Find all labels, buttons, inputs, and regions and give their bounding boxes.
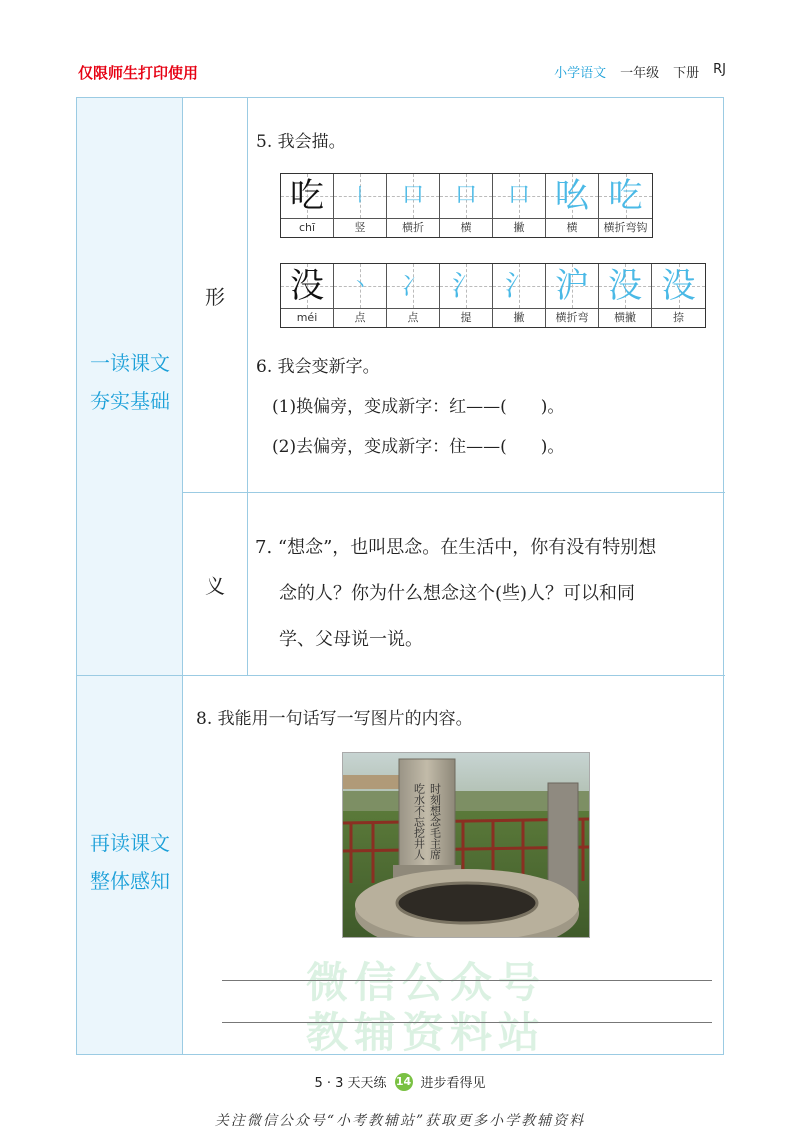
q6-title: 6. 我会变新字。 (256, 357, 380, 377)
answer-line-1[interactable] (222, 980, 712, 981)
stroke-label: 竖 (354, 221, 366, 234)
grid-stroke: 氵 (504, 269, 533, 302)
grid-stroke: 氵 (451, 269, 480, 302)
grid-cell (281, 174, 334, 237)
footer-slogan: 进步看得见 (420, 1076, 486, 1091)
grid-cell[interactable] (493, 264, 546, 327)
stroke-label: 横 (566, 221, 578, 234)
stroke-label: 捺 (673, 311, 684, 324)
well-photo (342, 752, 590, 938)
stroke-grid-chi (280, 173, 653, 238)
volume-label: 下册 (673, 66, 700, 81)
q6-item-2[interactable]: (2)去偏旁，变成新字：住——( )。 (272, 437, 565, 457)
subsection-meaning-label: 义 (205, 574, 225, 598)
bottom-note: 关注微信公众号“小考教辅站”获取更多小学教辅资料 (214, 1113, 586, 1129)
stroke-label: 横折弯 (555, 311, 589, 324)
q7-text (255, 525, 721, 663)
stroke-grid-mei (280, 263, 706, 328)
grid-stroke: 沪 (555, 266, 589, 306)
edition-label: RJ (713, 62, 726, 77)
print-notice: 仅限师生打印使用 (78, 64, 199, 82)
stroke-label: 点 (407, 311, 419, 324)
grid-cell[interactable] (652, 264, 705, 327)
answer-line-2[interactable] (222, 1022, 712, 1023)
section-label-2-line1: 再读课文 (90, 831, 170, 855)
inscription-col1: 吃水不忘挖井人 (412, 783, 426, 860)
q5-title: 5. 我会描。 (256, 132, 346, 152)
stroke-label: 撇 (513, 221, 525, 234)
grid-cell[interactable] (599, 174, 652, 237)
grid-cell[interactable] (440, 264, 493, 327)
grid-cell[interactable] (387, 174, 440, 237)
grid-stroke: 吃 (608, 176, 643, 216)
grid-cell (281, 264, 334, 327)
grid-cell[interactable] (599, 264, 652, 327)
section-column (77, 98, 183, 1054)
grade-label: 一年级 (620, 66, 660, 81)
inscription-col2: 时刻想念毛主席 (428, 783, 442, 860)
grid-cell[interactable] (334, 264, 387, 327)
watermark-line-1: 微信公众号 (306, 958, 547, 1007)
grid-stroke: 丨 (351, 185, 369, 206)
grid-char: 没 (290, 266, 324, 306)
stroke-label: 点 (354, 311, 366, 324)
section-label-1-line1: 一读课文 (90, 351, 170, 375)
q6-item-1[interactable]: (1)换偏旁，变成新字：红——( )。 (272, 397, 565, 417)
grid-cell[interactable] (546, 174, 599, 237)
section-label-1 (77, 344, 183, 420)
section-label-1-line2: 夯实基础 (90, 389, 170, 413)
book-info (554, 62, 726, 81)
stroke-label: 横 (460, 221, 472, 234)
subsection-form-label: 形 (205, 285, 225, 309)
stroke-label: 提 (460, 311, 472, 324)
grid-cell[interactable] (546, 264, 599, 327)
well-photo-illustration (343, 753, 590, 938)
watermark-line-2: 教辅资料站 (306, 1008, 547, 1057)
grid-stroke: 口 (507, 183, 530, 208)
page-number: 14 (395, 1073, 413, 1091)
q7-line-1: 7. “想念”，也叫思念。在生活中，你有没有特别想 (255, 537, 657, 558)
grid-stroke: 吆 (555, 176, 589, 216)
stroke-label: 横折 (402, 221, 424, 234)
grid-stroke: 口 (401, 183, 424, 208)
section-label-2-line2: 整体感知 (90, 869, 170, 893)
page-footer (0, 1072, 800, 1091)
grid-stroke: 冫 (401, 272, 425, 300)
grid-stroke: 口 (454, 183, 477, 208)
q7-line-3: 学、父母说一说。 (279, 629, 423, 650)
grid-cell[interactable] (387, 264, 440, 327)
subsection-divider (247, 98, 248, 675)
footer-series: 5 · 3 天天练 (314, 1076, 387, 1091)
grid-stroke: 没 (661, 266, 696, 306)
section-label-2 (77, 824, 183, 900)
grid-stroke: 没 (608, 266, 642, 306)
q8-title: 8. 我能用一句话写一写图片的内容。 (196, 709, 473, 729)
pinyin-label: chī (298, 221, 316, 234)
grid-cell[interactable] (334, 174, 387, 237)
pinyin-label: méi (296, 311, 318, 324)
grid-cell[interactable] (440, 174, 493, 237)
subject-label: 小学语文 (554, 66, 607, 81)
stroke-label: 横折弯钩 (603, 221, 648, 234)
q7-line-2: 念的人？你为什么想念这个(些)人？可以和同 (279, 583, 636, 604)
grid-char: 吃 (290, 176, 324, 216)
grid-stroke: 丶 (351, 275, 369, 296)
stroke-label: 横撇 (614, 311, 636, 324)
form-meaning-divider (183, 492, 725, 493)
stroke-label: 撇 (513, 311, 525, 324)
section-divider (77, 675, 725, 676)
grid-cell[interactable] (493, 174, 546, 237)
